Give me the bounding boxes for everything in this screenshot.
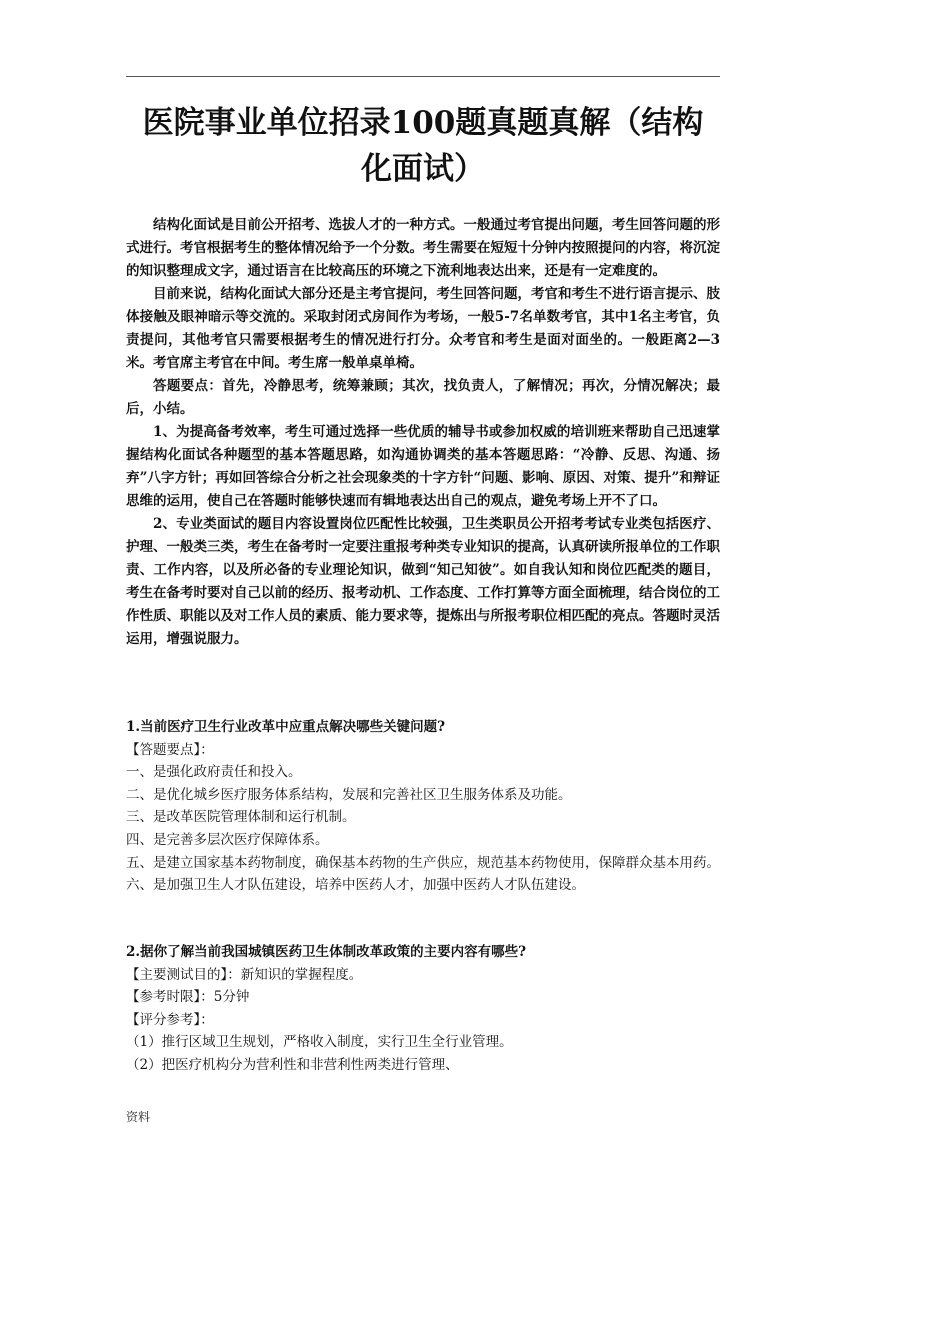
answer-line: 六、是加强卫生人才队伍建设，培养中医药人才，加强中医药人才队伍建设。 [126,877,585,894]
document-title [126,100,720,192]
answer-line: 三、是改革医院管理体制和运行机制。 [126,809,356,826]
answer-line: （2）把医疗机构分为营利性和非营利性两类进行管理、 [126,1056,459,1073]
answer-line: （1）推行区域卫生规划，严格收入制度，实行卫生全行业管理。 [126,1034,513,1051]
intro-paragraph: 结构化面试是目前公开招考、选拔人才的一种方式。一般通过考官提出问题，考生回答问题的形式进行。考官根据考生的整体情况给予一个分数。考生需要在短短十分钟内按照提问的内容，将沉淀的知识整理成文字，通过语言在比较高压的环境之下流利地表达出来，还是有一定难度的。 [126,217,720,279]
question-2 [126,941,720,1077]
question-1 [126,716,720,897]
intro-section [126,214,720,651]
intro-paragraph: 2、专业类面试的题目内容设置岗位匹配性比较强，卫生类职员公开招考考试专业类包括医疗、护理、一般类三类，考生在备考时一定要注重报考种类专业知识的提高，认真研读所报单位的工作职责、工作内容，以及所必备的专业理论知识，做到“知己知彼”。如自我认知和岗位匹配类的题目，考生在备考时要对自己以前的经历、报考动机、工作态度、工作打算等方面全面梳理，结合岗位的工作性质、职能以及对工作人员的素质、能力要求等，提炼出与所报考职位相匹配的亮点。答题时灵活运用，增强说服力。 [126,516,720,647]
intro-paragraph: 1、为提高备考效率，考生可通过选择一些优质的辅导书或参加权威的培训班来帮助自己迅速掌握结构化面试各种题型的基本答题思路，如沟通协调类的基本答题思路：“冷静、反思、沟通、扬弃”八字方针；再如回答综合分析之社会现象类的十字方针“问题、影响、原因、对策、提升”和辩证思维的运用，使自己在答题时能够快速而有辑地表达出自己的观点，避免考场上开不了口。 [126,424,720,509]
answer-line: 五、是建立国家基本药物制度，确保基本药物的生产供应，规范基本药物使用，保障群众基本用药。 [126,854,720,871]
header-rule [126,76,720,77]
question-title: 2.据你了解当前我国城镇医药卫生体制改革政策的主要内容有哪些? [126,944,527,960]
answer-line: 【参考时限】：5分钟 [126,989,250,1006]
answer-line: 一、是强化政府责任和投入。 [126,764,302,781]
answer-line: 【评分参考】： [126,1011,214,1028]
answer-line: 【答题要点】： [126,741,214,758]
title-line-2: 化面试） [361,151,485,187]
question-title: 1.当前医疗卫生行业改革中应重点解决哪些关键问题? [126,719,446,735]
intro-paragraph: 目前来说，结构化面试大部分还是主考官提问，考生回答问题，考官和考生不进行语言提示、肢体接触及眼神暗示等交流的。采取封闭式房间作为考场，一般5-7名单数考官，其中1名主考官，负责提问，其他考官只需要根据考生的情况进行打分。众考官和考生是面对面坐的。一般距离2—3米。考官席主考官在中间。考生席一般单桌单椅。 [126,286,720,371]
answer-line: 【主要测试目的】：新知识的掌握程度。 [126,966,363,983]
page-footer: 资料 [126,1110,151,1124]
answer-line: 二、是优化城乡医疗服务体系结构，发展和完善社区卫生服务体系及功能。 [126,786,572,803]
title-line-1: 医院事业单位招录100题真题真解（结构 [142,105,704,141]
intro-paragraph: 答题要点：首先，冷静思考，统筹兼顾；其次，找负责人，了解情况；再次，分情况解决；最后，小结。 [126,378,720,417]
answer-line: 四、是完善多层次医疗保障体系。 [126,831,329,848]
